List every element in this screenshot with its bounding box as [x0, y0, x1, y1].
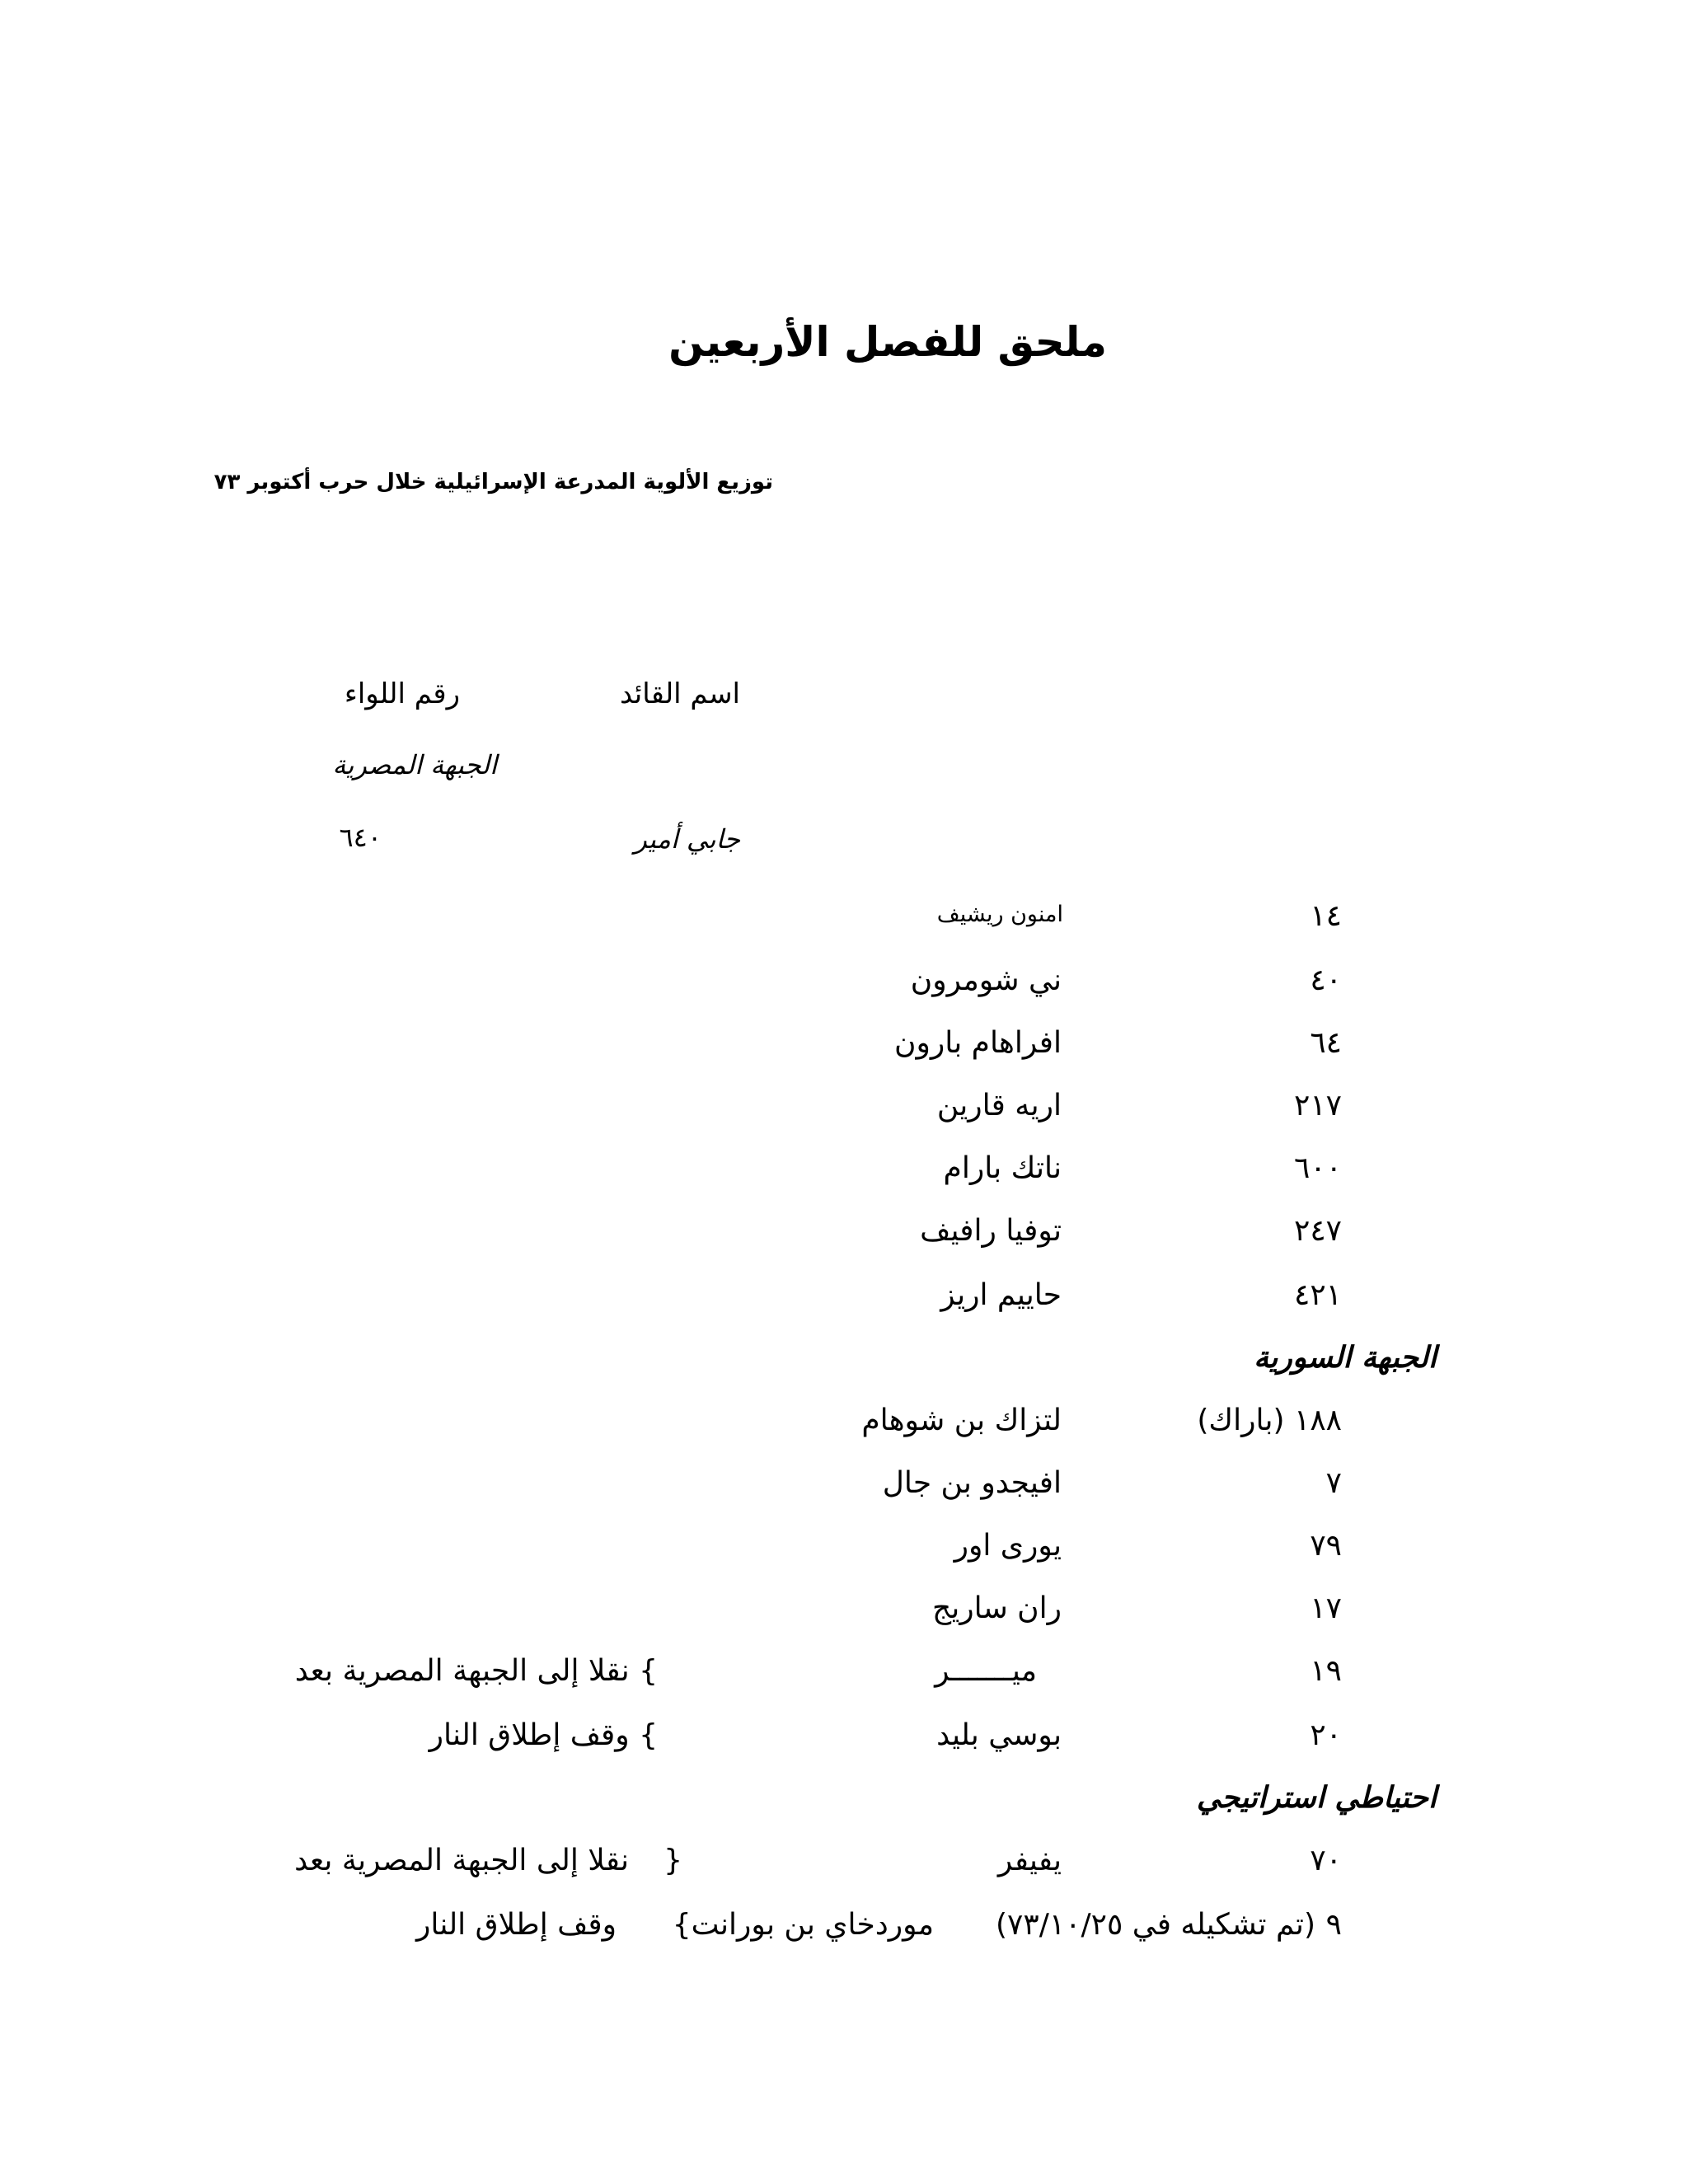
commander-name: ناتك بارام — [943, 1151, 1062, 1185]
commander-name: موردخاي بن بورانت} — [672, 1908, 934, 1942]
transfer-note: } نقلا إلى الجبهة المصرية بعد — [294, 1654, 658, 1688]
commander-name: لتزاك بن شوهام — [861, 1404, 1062, 1437]
page-title: ملحق للفصل الأربعين — [668, 318, 1107, 366]
brigade-number: ٢٤٧ — [1293, 1214, 1342, 1248]
commander-name: يفيفر — [997, 1844, 1062, 1877]
header-commander-name: اسم القائد — [619, 677, 740, 710]
commander-name: ران ساريج — [931, 1591, 1062, 1625]
brigade-number: ٩ — [1325, 1908, 1342, 1942]
brigade-number: ١٧ — [1310, 1591, 1342, 1625]
commander-name: بوسي بليد — [936, 1718, 1062, 1752]
brigade-number: ٤٠ — [1310, 963, 1342, 997]
page-subtitle: توزيع الألوية المدرعة الإسرائيلية خلال حرب أكتوبر ٧٣ — [213, 470, 773, 494]
commander-name: يورى اور — [954, 1529, 1062, 1563]
egyptian-first-commander: جابي أمير — [634, 823, 740, 855]
brigade-number: ١٤ — [1310, 899, 1342, 933]
brigade-number: ٧ — [1325, 1466, 1342, 1500]
brigade-number: ٧٠ — [1310, 1844, 1342, 1877]
brigade-number: ١٨٨ (باراك) — [1197, 1404, 1342, 1437]
brigade-number: ٦٤ — [1310, 1026, 1342, 1060]
brigade-number: ٤٢١ — [1293, 1278, 1342, 1312]
egyptian-first-number: ٦٤٠ — [339, 822, 382, 853]
strategic-reserve-label: احتياطي استراتيجي — [1196, 1781, 1437, 1815]
commander-name: ميـــــــر — [935, 1654, 1037, 1688]
brigade-number: ٢١٧ — [1293, 1089, 1342, 1122]
brigade-number: ١٩ — [1310, 1654, 1342, 1688]
header-brigade-number: رقم اللواء — [344, 677, 460, 710]
commander-name: امنون ريشيف — [936, 902, 1063, 927]
transfer-note: نقلا إلى الجبهة المصرية بعد — [294, 1844, 629, 1877]
egyptian-front-label: الجبهة المصرية — [332, 749, 497, 780]
brigade-number: ٦٠٠ — [1293, 1151, 1342, 1185]
ceasefire-note: وقف إطلاق النار — [416, 1908, 617, 1942]
commander-name: توفيا رافيف — [920, 1214, 1062, 1248]
brigade-number: ٢٠ — [1310, 1718, 1342, 1752]
syrian-front-label: الجبهة السورية — [1254, 1341, 1437, 1375]
commander-name: افراهام بارون — [894, 1026, 1062, 1060]
commander-name: افيجدو بن جال — [882, 1466, 1062, 1500]
brigade-number: ٧٩ — [1310, 1529, 1342, 1563]
transfer-note: } وقف إطلاق النار — [429, 1718, 658, 1752]
commander-name: حاييم اريز — [940, 1278, 1062, 1312]
commander-name: اريه قارين — [936, 1089, 1062, 1122]
formation-date-note: (تم تشكيله في ٧٣/١٠/٢٥) — [996, 1908, 1315, 1942]
commander-name: ني شومرون — [910, 963, 1062, 997]
brace: } — [663, 1844, 682, 1877]
